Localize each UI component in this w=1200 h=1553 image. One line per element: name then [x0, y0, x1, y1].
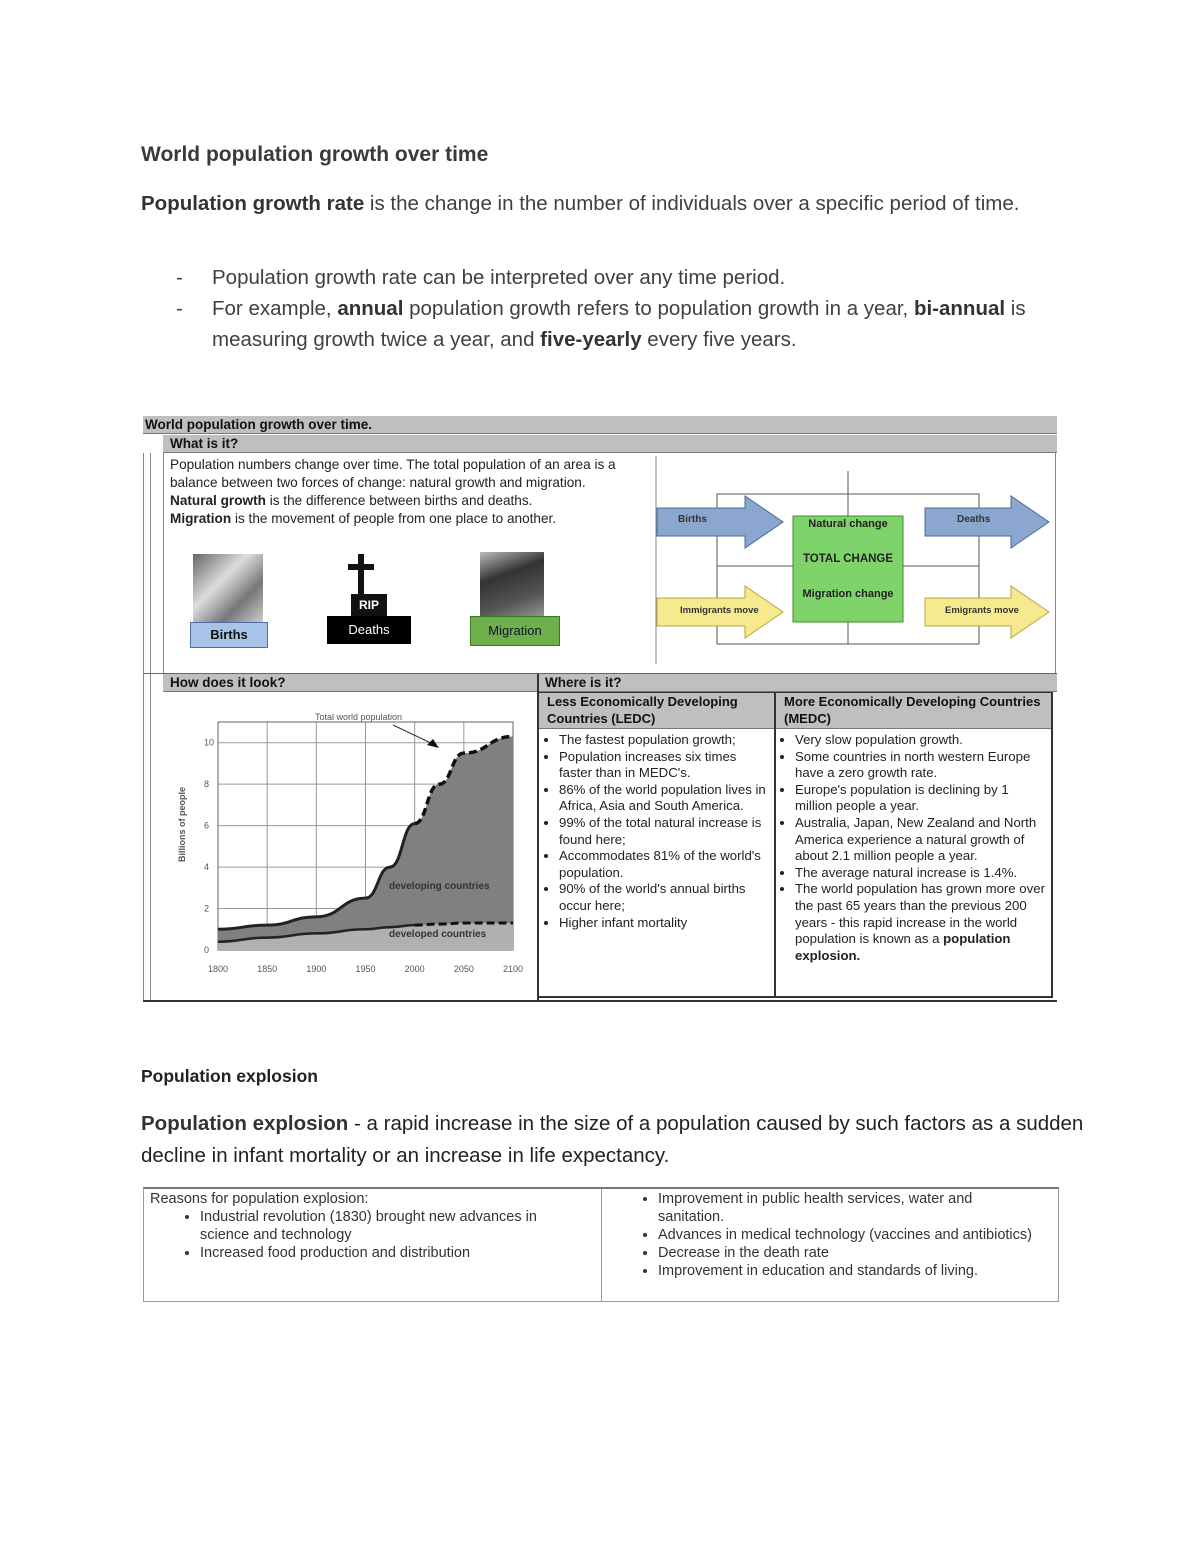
where-table — [539, 692, 1053, 998]
medc-item: • Very slow population growth. — [795, 732, 1047, 749]
flow-births: Births — [678, 514, 707, 525]
flow-immigrants: Immigrants move — [680, 605, 759, 616]
label-developed: developed countries — [389, 929, 487, 940]
ledc-header: Less Economically Developing Countries (LEDC) — [539, 693, 774, 729]
flow-emigrants: Emigrants move — [945, 605, 1019, 616]
explosion-definition — [141, 1108, 1091, 1172]
rip-stone: RIP — [351, 594, 387, 616]
medc-list — [779, 732, 1047, 964]
medc-item: • The world population has grown more over the past 65 years than the previous 200 years - this rapid increase in the world population is known as a population explosion. — [795, 881, 1047, 964]
reason-item: • Improvement in education and standards of living. — [658, 1262, 1042, 1280]
bullet-2 — [176, 293, 1056, 355]
reason-item: • Increased food production and distribution — [200, 1244, 590, 1262]
reasons-title: Reasons for population explosion: — [150, 1191, 369, 1207]
what-text-intro: Population numbers change over time. The total population of an area is a balance between two forces of change: natural growth and migration. — [170, 457, 616, 490]
dash-marker: - — [176, 266, 183, 289]
x-tick-label: 2000 — [404, 964, 425, 974]
label-developing: developing countries — [389, 881, 490, 892]
explosion-heading: Population explosion — [141, 1066, 318, 1086]
ledc-item: • 90% of the world's annual births occur here; — [559, 881, 771, 914]
population-chart — [163, 692, 537, 998]
x-tick-label: 1850 — [257, 964, 278, 974]
chart-annotation: Total world population — [315, 712, 403, 722]
how-header: How does it look? — [163, 674, 537, 692]
y-tick-label: 6 — [204, 820, 210, 831]
y-tick-label: 0 — [204, 945, 210, 955]
medc-header: More Economically Developing Countries (MEDC) — [776, 693, 1051, 729]
growth-rate-definition — [141, 188, 1061, 219]
flow-deaths: Deaths — [957, 514, 991, 525]
ledc-item: • The fastest population growth; — [559, 732, 771, 749]
reason-item: • Advances in medical technology (vaccines and antibiotics) — [658, 1226, 1042, 1244]
ledc-item: • Population increases six times faster than in MEDC's. — [559, 749, 771, 782]
medc-item: • Australia, Japan, New Zealand and North America experience a natural growth of about 2.1 million people a year. — [795, 815, 1047, 865]
medc-item: • Some countries in north western Europe have a zero growth rate. — [795, 749, 1047, 782]
where-header: Where is it? — [539, 674, 1057, 692]
y-tick-label: 8 — [204, 779, 210, 790]
reasons-left — [150, 1190, 590, 1262]
migration-def: Migration is the movement of people from one place to another. — [170, 511, 557, 526]
bullet-2-text: For example, annual population growth refers to population growth in a year, bi-annual is measuring growth twice a year, and five-yearly every five years. — [212, 297, 1026, 351]
reason-item: • Decrease in the death rate — [658, 1244, 1042, 1262]
x-tick-label: 2050 — [453, 964, 474, 974]
what-text — [170, 456, 650, 528]
reason-item: • Improvement in public health services, water and sanitation. — [658, 1190, 1042, 1226]
explosion-text: - a rapid increase in the size of a population caused by such factors as a sudden decline in infant mortality or an increase in life expectancy. — [141, 1112, 1084, 1167]
y-tick-label: 2 — [204, 903, 210, 914]
medc-item: • Europe's population is declining by 1 million people a year. — [795, 782, 1047, 815]
ledc-list — [543, 732, 771, 931]
ledc-item: • Higher infant mortality — [559, 915, 771, 932]
growth-rate-text: is the change in the number of individuals over a specific period of time. — [364, 192, 1020, 215]
x-tick-label: 1800 — [208, 964, 229, 974]
flow-natural-change: Natural change — [808, 518, 888, 530]
reasons-table — [143, 1187, 1059, 1302]
ledc-item: • Accommodates 81% of the world's population. — [559, 848, 771, 881]
ledc-item: • 86% of the world population lives in Africa, Asia and South America. — [559, 782, 771, 815]
deaths-label: Deaths — [327, 616, 411, 644]
y-tick-label: 10 — [204, 737, 215, 748]
births-label: Births — [190, 622, 268, 648]
flow-migration-change: Migration change — [802, 588, 894, 600]
reason-item: • Industrial revolution (1830) brought new advances in science and technology — [200, 1208, 590, 1244]
x-tick-label: 1950 — [355, 964, 376, 974]
y-tick-label: 4 — [204, 862, 210, 873]
dash-marker: - — [176, 297, 183, 320]
bullet-1 — [176, 262, 1056, 293]
x-tick-label: 1900 — [306, 964, 327, 974]
worksheet-panel — [143, 416, 1057, 1002]
growth-rate-term: Population growth rate — [141, 192, 365, 215]
migration-label: Migration — [470, 616, 560, 646]
chart-ylabel: Billions of people — [177, 786, 187, 862]
cross-icon — [346, 554, 376, 594]
page-title: World population growth over time — [141, 143, 489, 166]
explosion-term: Population explosion — [141, 1112, 349, 1135]
baby-photo — [193, 554, 263, 622]
passport-photo — [480, 552, 544, 618]
x-tick-label: 2100 — [503, 964, 524, 974]
medc-item: • The average natural increase is 1.4%. — [795, 865, 1047, 882]
reasons-right — [602, 1190, 1042, 1280]
panel-title: World population growth over time. — [143, 416, 1057, 434]
bullet-1-text: Population growth rate can be interpreted over any time period. — [212, 266, 786, 289]
what-header: What is it? — [163, 435, 1057, 453]
ledc-item: • 99% of the total natural increase is found here; — [559, 815, 771, 848]
flow-total-change: TOTAL CHANGE — [802, 553, 894, 565]
natural-growth-def: Natural growth is the difference between births and deaths. — [170, 493, 533, 508]
